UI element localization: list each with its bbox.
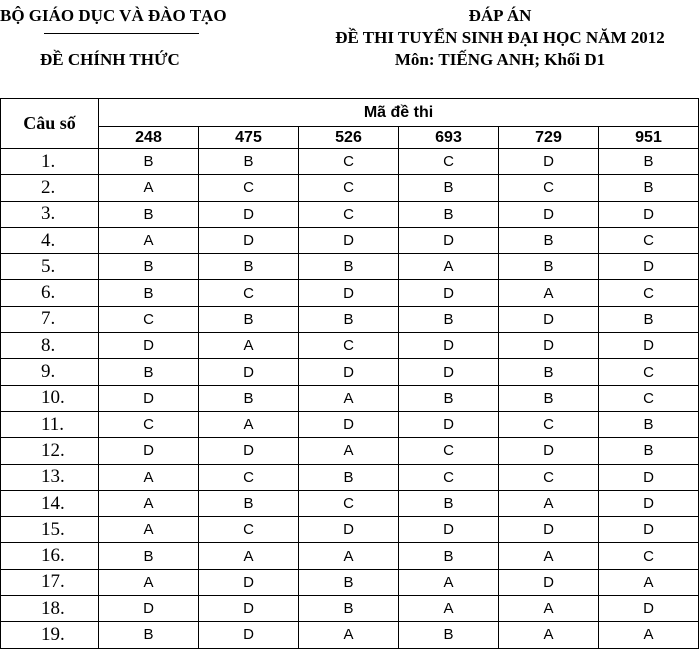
answer-cell: A	[299, 622, 399, 648]
question-number: 14.	[1, 490, 99, 516]
answer-cell: A	[499, 280, 599, 306]
answer-cell: D	[199, 569, 299, 595]
question-number: 15.	[1, 517, 99, 543]
exam-code-729: 729	[499, 127, 599, 149]
answer-cell: C	[299, 490, 399, 516]
answer-cell: B	[99, 622, 199, 648]
answer-cell: C	[599, 543, 699, 569]
answer-cell: B	[99, 254, 199, 280]
exam-code-header: Mã đề thi	[99, 99, 699, 127]
answer-cell: D	[599, 201, 699, 227]
answer-cell: B	[399, 306, 499, 332]
answer-cell: D	[99, 385, 199, 411]
answer-cell: B	[299, 596, 399, 622]
answer-cell: A	[99, 490, 199, 516]
ministry-name: BỘ GIÁO DỤC VÀ ĐÀO TẠO	[0, 6, 227, 25]
table-row	[1, 333, 699, 359]
header-divider	[44, 33, 199, 34]
exam-code-475: 475	[199, 127, 299, 149]
table-row	[1, 280, 699, 306]
answer-cell: C	[499, 175, 599, 201]
exam-code-526: 526	[299, 127, 399, 149]
answer-cell: D	[299, 227, 399, 253]
question-number: 2.	[1, 175, 99, 201]
answer-cell: D	[99, 596, 199, 622]
answer-cell: B	[199, 149, 299, 175]
exam-code-row	[1, 127, 699, 149]
answer-cell: B	[199, 490, 299, 516]
answer-cell: B	[599, 411, 699, 437]
answer-cell: C	[299, 201, 399, 227]
answer-key-title: ĐÁP ÁN	[468, 6, 532, 25]
question-number: 12.	[1, 438, 99, 464]
answer-cell: C	[299, 175, 399, 201]
answer-cell: D	[399, 227, 499, 253]
answer-cell: A	[299, 543, 399, 569]
question-number-header: Câu số	[1, 99, 99, 149]
answer-cell: A	[299, 385, 399, 411]
answer-cell: B	[599, 438, 699, 464]
table-row	[1, 149, 699, 175]
answer-cell: D	[599, 254, 699, 280]
answer-cell: A	[99, 175, 199, 201]
answer-cell: D	[199, 359, 299, 385]
answer-cell: B	[499, 385, 599, 411]
table-row	[1, 385, 699, 411]
table-row	[1, 227, 699, 253]
answer-cell: A	[99, 227, 199, 253]
table-row	[1, 596, 699, 622]
exam-code-951: 951	[599, 127, 699, 149]
answer-cell: D	[299, 280, 399, 306]
question-number: 4.	[1, 227, 99, 253]
table-row	[1, 490, 699, 516]
table-row	[1, 359, 699, 385]
answer-cell: D	[399, 359, 499, 385]
answer-cell: C	[199, 280, 299, 306]
answer-cell: D	[199, 201, 299, 227]
answer-cell: C	[399, 464, 499, 490]
answer-cell: C	[299, 149, 399, 175]
answer-cell: D	[399, 411, 499, 437]
answer-cell: B	[299, 464, 399, 490]
official-label: ĐỀ CHÍNH THỨC	[40, 50, 180, 69]
answer-cell: A	[199, 543, 299, 569]
answer-cell: D	[499, 306, 599, 332]
question-number: 7.	[1, 306, 99, 332]
question-number: 1.	[1, 149, 99, 175]
answer-cell: B	[99, 201, 199, 227]
answer-cell: D	[199, 227, 299, 253]
answer-cell: D	[599, 596, 699, 622]
table-row	[1, 411, 699, 437]
exam-code-248: 248	[99, 127, 199, 149]
answer-cell: B	[99, 280, 199, 306]
answer-cell: C	[499, 411, 599, 437]
answer-cell: A	[199, 333, 299, 359]
answer-cell: B	[599, 149, 699, 175]
answer-cell: D	[499, 201, 599, 227]
answer-cell: D	[399, 517, 499, 543]
table-row	[1, 438, 699, 464]
answer-cell: D	[199, 622, 299, 648]
question-number: 10.	[1, 385, 99, 411]
answer-cell: B	[399, 622, 499, 648]
answer-cell: B	[399, 543, 499, 569]
answer-cell: B	[199, 306, 299, 332]
answer-cell: D	[399, 280, 499, 306]
question-number: 8.	[1, 333, 99, 359]
answer-cell: A	[399, 596, 499, 622]
answer-cell: B	[499, 227, 599, 253]
answer-rows	[1, 149, 699, 649]
answer-cell: B	[399, 490, 499, 516]
table-row	[1, 464, 699, 490]
answer-cell: D	[399, 333, 499, 359]
table-row	[1, 569, 699, 595]
answer-cell: A	[199, 411, 299, 437]
question-number: 5.	[1, 254, 99, 280]
table-row	[1, 254, 699, 280]
answer-cell: C	[499, 464, 599, 490]
answer-cell: D	[599, 464, 699, 490]
answer-cell: B	[399, 201, 499, 227]
answer-cell: A	[499, 543, 599, 569]
answer-cell: D	[599, 333, 699, 359]
answer-cell: A	[299, 438, 399, 464]
answer-cell: C	[99, 306, 199, 332]
answer-cell: A	[99, 517, 199, 543]
table-row	[1, 517, 699, 543]
answer-cell: B	[299, 306, 399, 332]
answer-cell: B	[499, 359, 599, 385]
question-number: 13.	[1, 464, 99, 490]
exam-code-693: 693	[399, 127, 499, 149]
table-row	[1, 175, 699, 201]
answer-cell: D	[99, 438, 199, 464]
answer-cell: A	[99, 464, 199, 490]
question-number: 19.	[1, 622, 99, 648]
answer-table	[0, 98, 699, 649]
answer-cell: D	[299, 359, 399, 385]
answer-cell: B	[399, 385, 499, 411]
answer-cell: C	[399, 149, 499, 175]
answer-cell: D	[599, 490, 699, 516]
table-row	[1, 543, 699, 569]
answer-cell: A	[599, 622, 699, 648]
question-number: 17.	[1, 569, 99, 595]
answer-cell: C	[299, 333, 399, 359]
answer-cell: A	[599, 569, 699, 595]
question-number: 3.	[1, 201, 99, 227]
answer-cell: B	[299, 569, 399, 595]
answer-cell: D	[299, 411, 399, 437]
answer-cell: C	[199, 464, 299, 490]
answer-cell: C	[199, 517, 299, 543]
answer-cell: D	[599, 517, 699, 543]
answer-cell: D	[499, 149, 599, 175]
answer-cell: D	[299, 517, 399, 543]
answer-cell: B	[599, 306, 699, 332]
answer-cell: B	[199, 254, 299, 280]
answer-cell: B	[99, 149, 199, 175]
answer-cell: D	[499, 438, 599, 464]
answer-cell: A	[399, 254, 499, 280]
subject-line: Môn: TIẾNG ANH; Khối D1	[394, 50, 606, 69]
answer-cell: C	[599, 280, 699, 306]
question-number: 11.	[1, 411, 99, 437]
answer-cell: B	[99, 359, 199, 385]
question-number: 6.	[1, 280, 99, 306]
exam-title: ĐỀ THI TUYỂN SINH ĐẠI HỌC NĂM 2012	[335, 28, 665, 47]
answer-cell: C	[599, 385, 699, 411]
answer-cell: C	[399, 438, 499, 464]
answer-cell: D	[99, 333, 199, 359]
answer-cell: C	[199, 175, 299, 201]
table-row	[1, 306, 699, 332]
answer-cell: B	[299, 254, 399, 280]
answer-cell: B	[499, 254, 599, 280]
answer-cell: D	[199, 596, 299, 622]
table-row	[1, 622, 699, 648]
answer-cell: B	[99, 543, 199, 569]
answer-cell: C	[599, 359, 699, 385]
answer-cell: D	[499, 333, 599, 359]
question-number: 18.	[1, 596, 99, 622]
answer-cell: D	[499, 569, 599, 595]
table-row	[1, 201, 699, 227]
answer-cell: A	[399, 569, 499, 595]
answer-cell: A	[499, 490, 599, 516]
answer-cell: A	[99, 569, 199, 595]
question-number: 16.	[1, 543, 99, 569]
answer-cell: D	[199, 438, 299, 464]
answer-cell: A	[499, 622, 599, 648]
answer-cell: D	[499, 517, 599, 543]
answer-cell: B	[599, 175, 699, 201]
answer-cell: C	[599, 227, 699, 253]
answer-cell: B	[399, 175, 499, 201]
answer-cell: C	[99, 411, 199, 437]
question-number: 9.	[1, 359, 99, 385]
answer-cell: A	[499, 596, 599, 622]
answer-cell: B	[199, 385, 299, 411]
